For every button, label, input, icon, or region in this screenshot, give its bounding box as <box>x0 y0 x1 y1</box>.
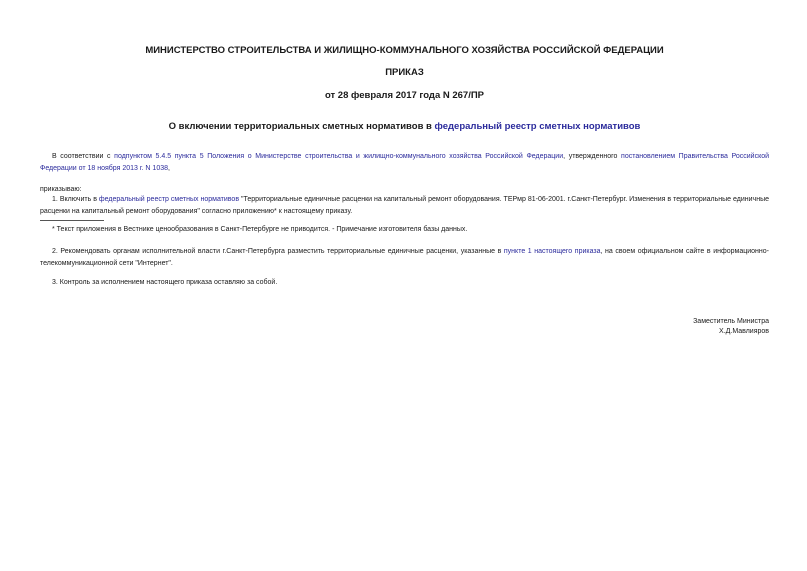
government-decree-link[interactable]: постановлением Правительства Российской Федерации от 18 ноября 2013 г. N 1038 <box>40 153 770 172</box>
intro-text-3: , <box>168 164 170 172</box>
item-2-text-1: 2. Рекомендовать органам исполнительной власти г.Санкт-Петербурга разместить территориальные единичные расценки, указанные в <box>52 248 504 255</box>
footnote-divider <box>40 220 104 221</box>
signature-position: Заместитель Министра <box>693 318 769 325</box>
item-1-paragraph <box>40 194 769 217</box>
title-registry-link[interactable]: федеральный реестр сметных нормативов <box>434 121 641 132</box>
footnote-text: * Текст приложения в Вестнике ценообразования в Санкт-Петербурге не приводится. - Примечание изготовителя базы данных. <box>52 226 468 233</box>
item-3-paragraph: 3. Контроль за исполнением настоящего приказа оставляю за собой. <box>52 279 278 286</box>
document-date: от 28 февраля 2017 года N 267/ПР <box>324 90 485 101</box>
order-word: приказываю: <box>40 186 82 193</box>
intro-text-2: , утвержденного <box>563 153 622 160</box>
signature-name: Х.Д.Мавлияров <box>719 328 769 335</box>
item-2-paragraph <box>40 246 769 269</box>
document-title <box>40 121 769 132</box>
ministry-name: МИНИСТЕРСТВО СТРОИТЕЛЬСТВА И ЖИЛИЩНО-КОММУНАЛЬНОГО ХОЗЯЙСТВА РОССИЙСКОЙ ФЕДЕРАЦИИ <box>145 45 664 56</box>
item-1-text-2: "Территориальные единичные расценки на капитальный ремонт оборудования. ТЕРмр 81-06-2001. г.Санкт-Петербург. Изменения в территориальные единичные расценки на капитальный ремонт оборудования" согласно приложению* к настоящему приказу. <box>40 196 769 215</box>
item-1-reference-link[interactable]: пункте 1 настоящего приказа <box>503 248 601 255</box>
intro-paragraph <box>40 151 769 174</box>
intro-text-1: В соответствии с <box>52 153 115 160</box>
document-page <box>40 0 769 571</box>
regulation-link[interactable]: подпунктом 5.4.5 пункта 5 Положения о Министерстве строительства и жилищно-коммунального хозяйства Российской Федерации <box>114 153 564 160</box>
title-text: О включении территориальных сметных нормативов в <box>168 121 435 132</box>
item-2-text-2: , на своем официальном сайте в информационно-телекоммуникационной сети "Интернет". <box>40 248 769 267</box>
item-1-text-1: 1. Включить в <box>52 196 99 203</box>
document-type: ПРИКАЗ <box>385 67 424 78</box>
item-1-registry-link[interactable]: федеральный реестр сметных нормативов <box>98 196 240 203</box>
